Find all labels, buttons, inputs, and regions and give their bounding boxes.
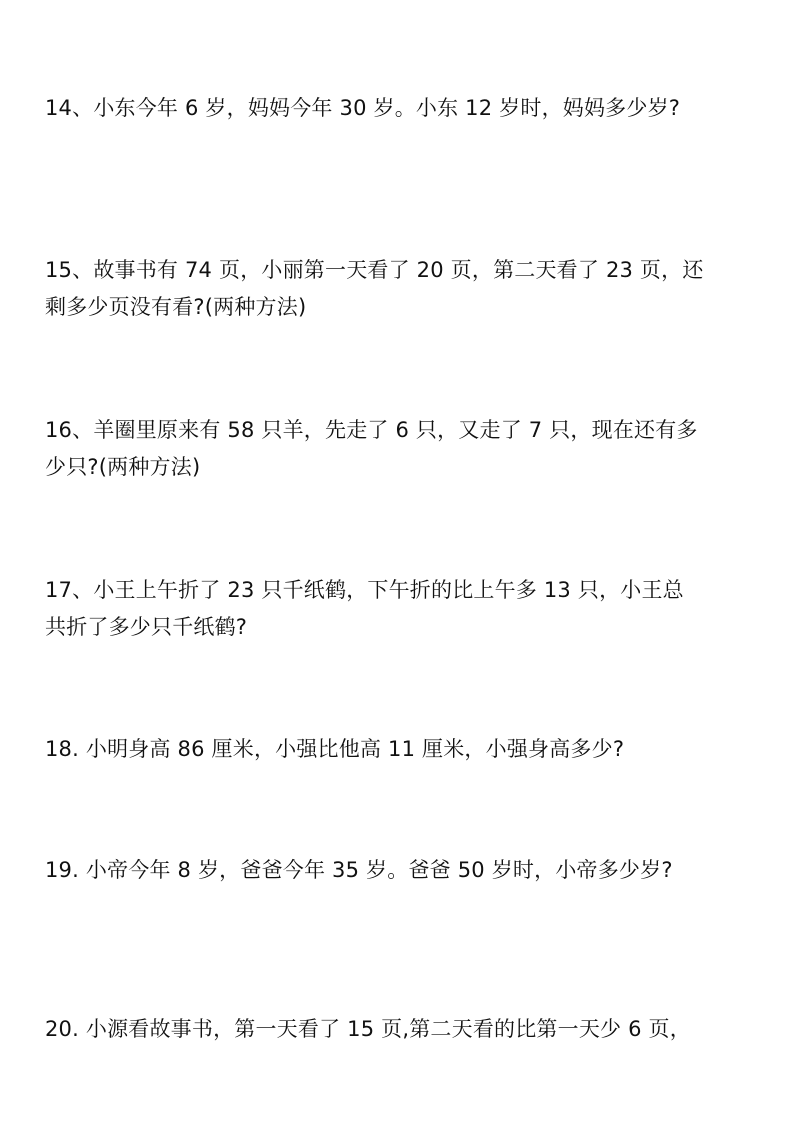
problem-20-line-1: 20. 小源看故事书，第一天看了 15 页,第二天看的比第一天少 6 页， — [45, 1017, 691, 1041]
problem-16-line-1: 16、羊圈里原来有 58 只羊，先走了 6 只，又走了 7 只，现在还有多 — [45, 418, 698, 442]
problem-17 — [45, 572, 750, 646]
problem-14-line-1: 14、小东今年 6 岁，妈妈今年 30 岁。小东 12 岁时，妈妈多少岁? — [45, 96, 681, 120]
problem-20 — [45, 1011, 750, 1048]
problem-15 — [45, 252, 750, 326]
problem-17-line-2: 共折了多少只千纸鹤? — [45, 615, 248, 639]
problem-18 — [45, 731, 750, 768]
problem-19-line-1: 19. 小帝今年 8 岁，爸爸今年 35 岁。爸爸 50 岁时，小帝多少岁? — [45, 858, 673, 882]
problem-16 — [45, 412, 750, 486]
problem-18-line-1: 18. 小明身高 86 厘米，小强比他高 11 厘米，小强身高多少? — [45, 737, 625, 761]
problem-19 — [45, 852, 750, 889]
problem-15-line-2: 剩多少页没有看?(两种方法) — [45, 295, 307, 319]
problem-16-line-2: 少只?(两种方法) — [45, 455, 201, 479]
problem-14 — [45, 90, 750, 127]
problem-15-line-1: 15、故事书有 74 页，小丽第一天看了 20 页，第二天看了 23 页，还 — [45, 258, 704, 282]
problem-17-line-1: 17、小王上午折了 23 只千纸鹤，下午折的比上午多 13 只，小王总 — [45, 578, 684, 602]
